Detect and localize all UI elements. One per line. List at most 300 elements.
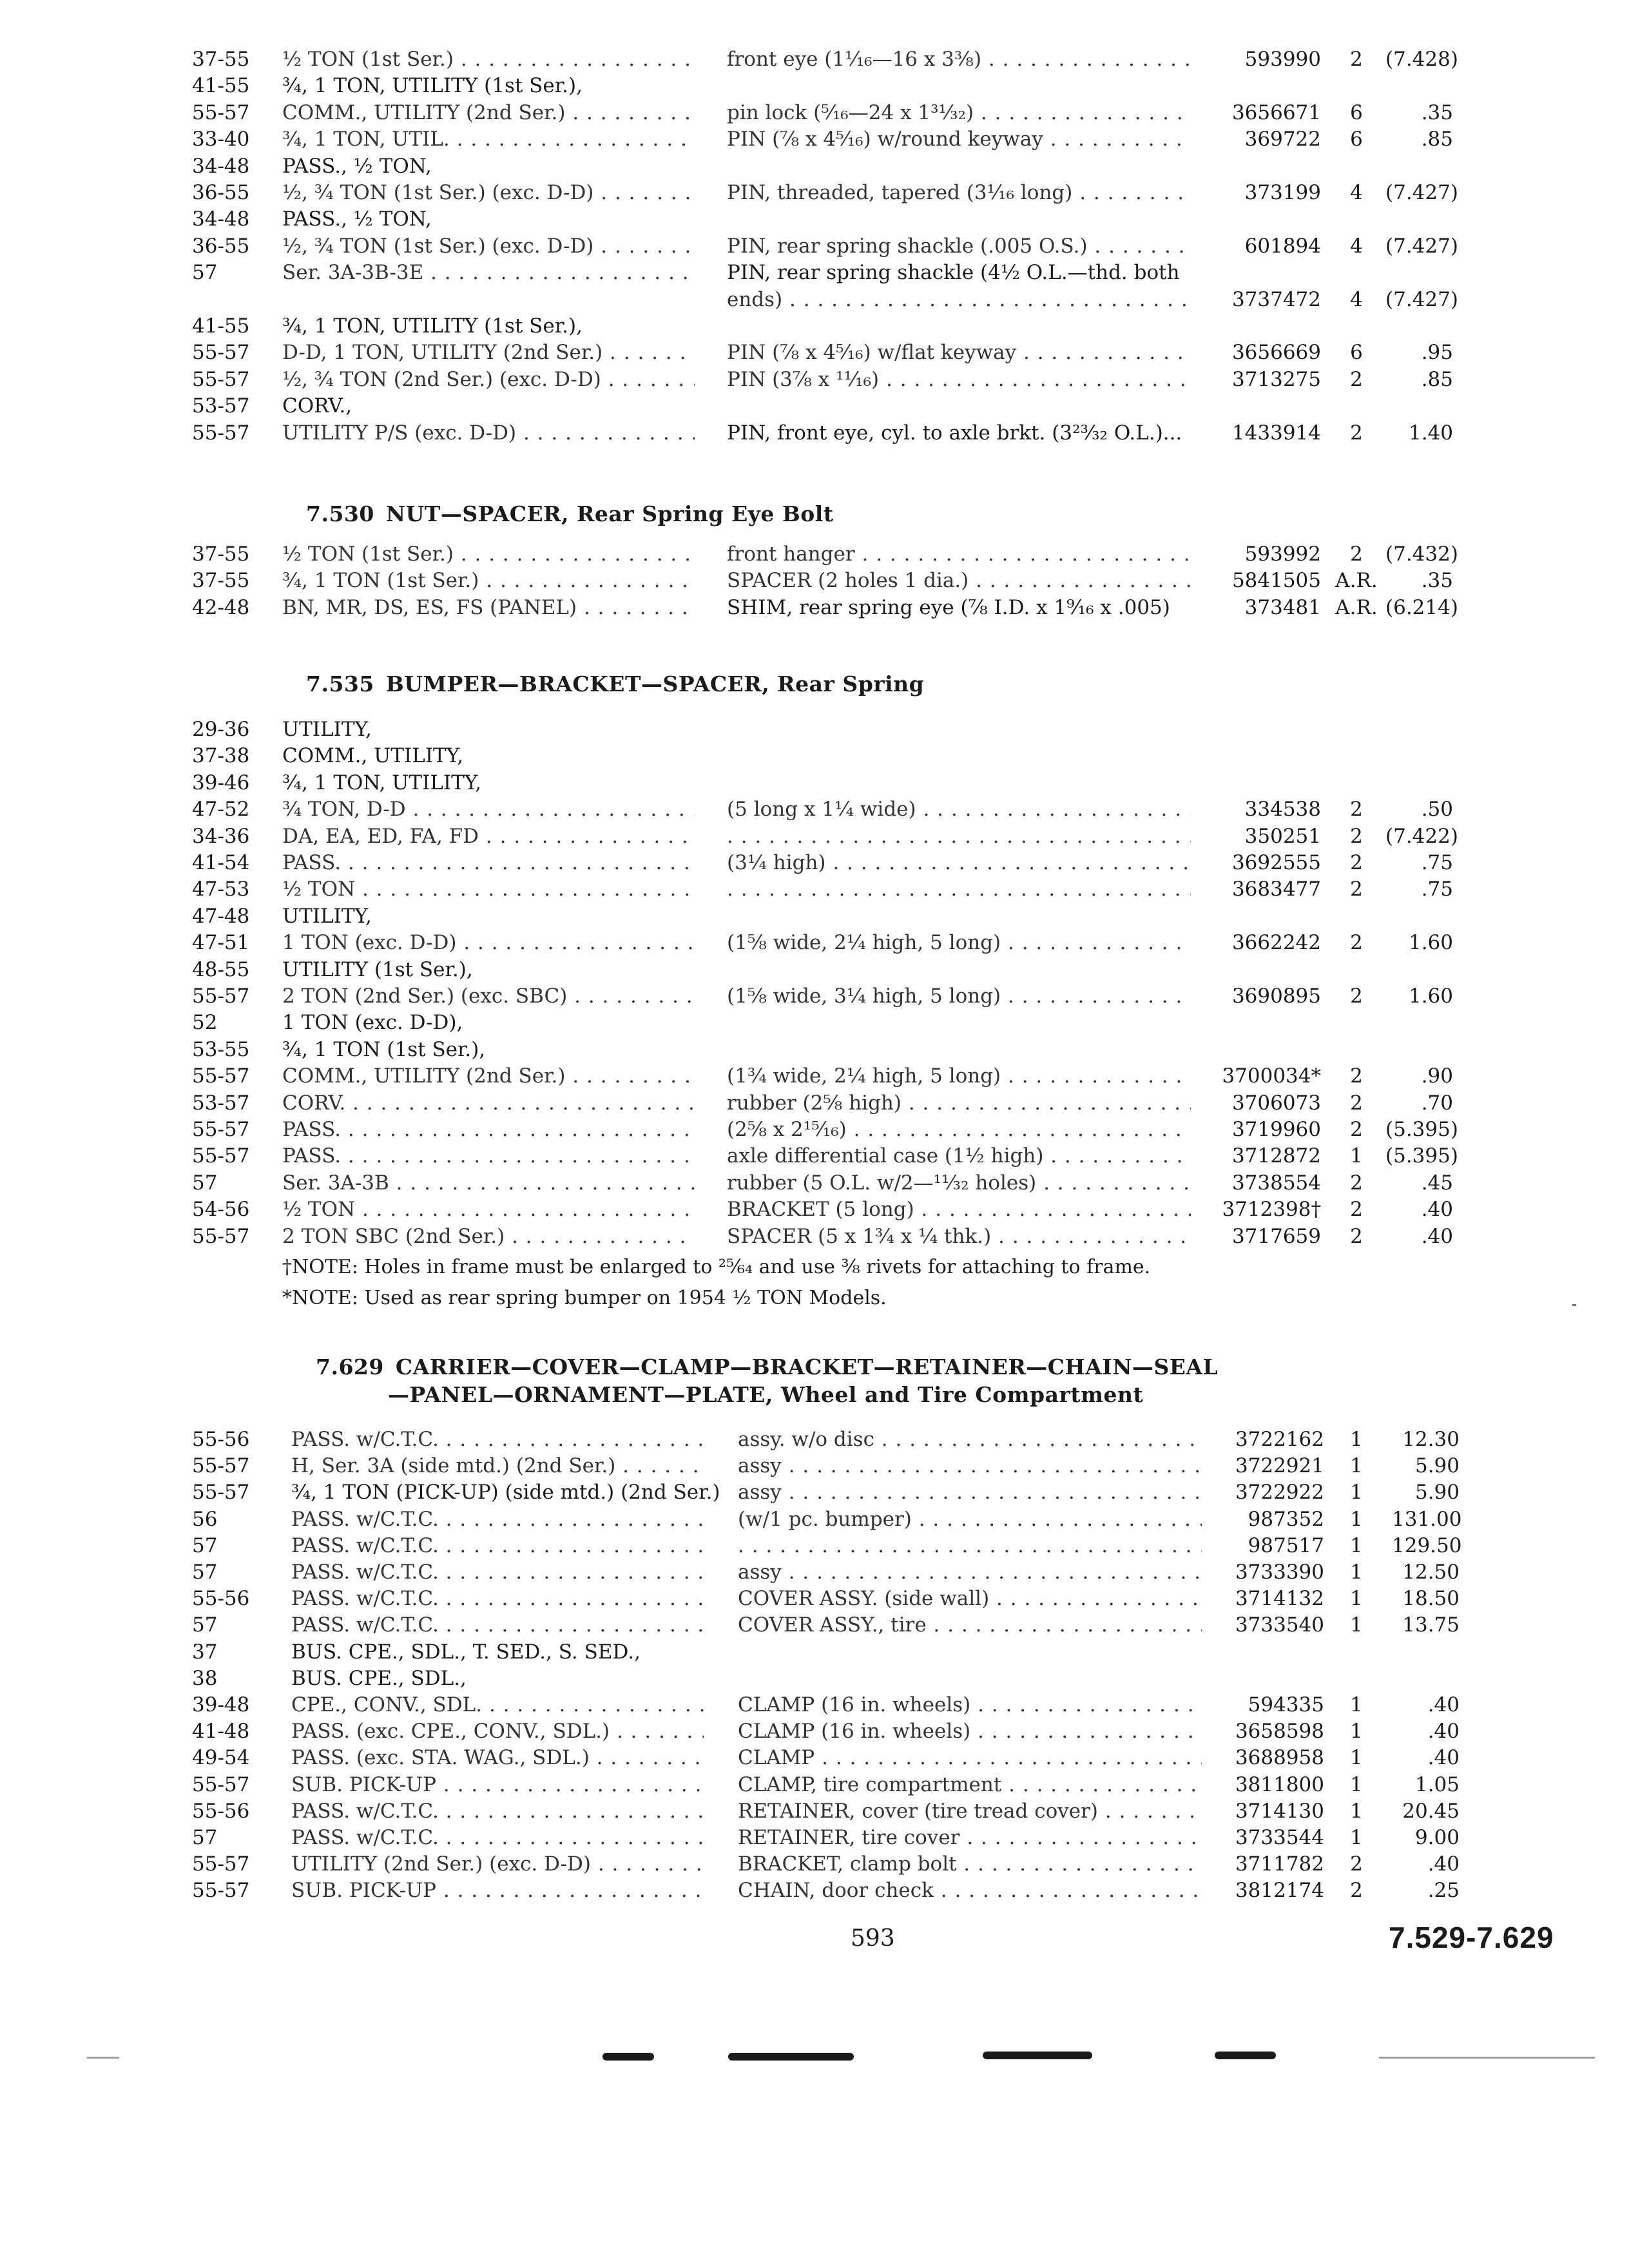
quantity: 2 [1350,421,1363,445]
price-or-reference: 9.00 [1414,1826,1460,1849]
section-number: 7.530 [306,501,374,526]
price-or-reference: .35 [1421,101,1453,124]
price-or-reference: (7.427) [1385,234,1458,258]
model-description: 2 TON (2nd Ser.) (exc. SBC) . . . [282,982,695,1010]
part-description: BRACKET (5 long) . . . [727,1195,1191,1224]
price-or-reference: (6.214) [1385,595,1458,619]
price-or-reference: (5.395) [1385,1118,1458,1141]
quantity: 2 [1350,1091,1363,1115]
model-description: UTILITY (2nd Ser.) (exc. D-D) . . . [291,1850,704,1878]
model-years: 57 [192,1613,218,1637]
price-or-reference: 5.90 [1414,1454,1460,1478]
part-description: SPACER (2 holes 1 dia.) . . . [727,566,1191,595]
part-description: PIN (⅞ x 4⁵⁄₁₆) w/flat keyway . . . [727,338,1191,367]
parts-row [0,849,1629,877]
part-description: (3¼ high) . . . [727,849,1191,877]
parts-row [0,178,1629,207]
model-years: 42-48 [192,595,250,619]
quantity: A.R. [1335,595,1378,619]
parts-row [0,795,1629,823]
model-description: H, Ser. 3A (side mtd.) (2nd Ser.) . . . [291,1452,704,1480]
quantity: 1 [1350,1826,1363,1849]
part-description [738,1532,1202,1560]
quantity: 1 [1350,1613,1363,1637]
model-description: Ser. 3A-3B-3E . . . [282,258,695,287]
model-years: 55-57 [192,421,250,445]
quantity: 1 [1350,1507,1363,1531]
model-years: 57 [192,1826,218,1849]
model-description: PASS. w/C.T.C. . . . [291,1823,704,1852]
quantity: 1 [1350,1720,1363,1744]
scan-blot [728,2053,854,2061]
model-years: 55-56 [192,1428,250,1451]
part-number: 593992 [1244,543,1321,566]
part-description: front eye (1¹⁄₁₆—16 x 3⅜) . . . [727,45,1191,73]
model-description: PASS. w/C.T.C. . . . [291,1505,704,1533]
price-or-reference: 18.50 [1402,1587,1460,1611]
parts-row [0,365,1629,394]
parts-row [0,566,1629,595]
parts-row [0,1876,1629,1905]
parts-row [0,312,1629,340]
part-number: 3712398† [1222,1198,1321,1222]
section-number: 7.535 [306,671,374,697]
model-description: ½ TON . . . [282,875,695,903]
part-number: 3722922 [1235,1481,1324,1504]
part-number: 601894 [1244,234,1321,258]
price-or-reference: .85 [1421,128,1453,151]
model-years: 57 [192,261,218,285]
part-number: 373481 [1244,595,1321,619]
price-or-reference: 129.50 [1392,1533,1462,1557]
model-years: 36-55 [192,181,250,204]
part-number: 3812174 [1235,1879,1324,1903]
model-description: PASS. w/C.T.C. . . . [291,1611,704,1639]
quantity: 1 [1350,1533,1363,1557]
model-years: 55-57 [192,1879,250,1903]
quantity: 6 [1350,128,1363,151]
model-description: ¾, 1 TON, UTILITY (1st Ser.), [282,314,583,338]
quantity: 6 [1350,101,1363,124]
parts-row [0,1169,1629,1197]
parts-row [0,125,1629,153]
part-description: SHIM, rear spring eye (⅞ I.D. x 1⁹⁄₁₆ x .005) [727,595,1170,619]
parts-row [0,1008,1629,1037]
model-description: CPE., CONV., SDL. . . . [291,1691,704,1719]
parts-row [0,1638,1629,1666]
parts-row [0,1558,1629,1586]
parts-row [0,99,1629,127]
part-number: 594335 [1248,1693,1324,1716]
model-years: 49-54 [192,1746,250,1770]
price-or-reference: .50 [1421,798,1453,822]
part-description: rubber (5 O.L. w/2—¹¹⁄₃₂ holes) . . . [727,1169,1191,1197]
parts-row [0,956,1629,984]
part-description: (1⅝ wide, 3¼ high, 5 long) . . . [727,982,1191,1010]
part-number: 1433914 [1231,421,1321,445]
model-years: 57 [192,1561,218,1584]
part-description: BRACKET, clamp bolt . . . [738,1850,1202,1878]
price-or-reference: 131.00 [1392,1507,1462,1531]
part-number: 3733390 [1235,1561,1324,1584]
model-years: 36-55 [192,234,250,258]
model-years: 37-55 [192,543,250,566]
price-or-reference: .40 [1427,1746,1460,1770]
part-description: COVER ASSY. (side wall) . . . [738,1584,1202,1613]
page-number: 593 [851,1925,895,1952]
part-description: pin lock (⁵⁄₁₆—24 x 1³¹⁄₃₂) . . . [727,99,1191,127]
part-description: rubber (2⅝ high) . . . [727,1089,1191,1117]
model-years: 55-57 [192,1773,250,1796]
parts-row [0,875,1629,903]
part-number: 3733540 [1235,1613,1324,1637]
part-description [727,822,1191,850]
part-number: 3662242 [1231,931,1321,955]
parts-row [0,1452,1629,1480]
parts-row [0,1823,1629,1852]
model-years: 41-54 [192,851,250,874]
model-description: D-D, 1 TON, UTILITY (2nd Ser.) . . . [282,338,695,367]
price-or-reference: (7.428) [1385,48,1458,71]
price-or-reference: .70 [1421,1091,1453,1115]
model-years: 55-57 [192,1064,250,1088]
model-years: 37-55 [192,48,250,71]
model-years: 54-56 [192,1198,250,1222]
model-years: 57 [192,1533,218,1557]
scan-line [87,2057,119,2059]
parts-row [0,205,1629,233]
price-or-reference: 1.60 [1408,931,1453,955]
model-years: 34-48 [192,154,250,178]
part-number: 3738554 [1231,1171,1321,1195]
part-description: PIN, rear spring shackle (.005 O.S.) . . . [727,232,1191,260]
quantity: 1 [1350,1746,1363,1770]
price-or-reference: .85 [1421,367,1453,391]
part-description: PIN, front eye, cyl. to axle brkt. (3²³⁄₃₂ O.L.)... [727,421,1182,445]
quantity: 1 [1350,1693,1363,1716]
price-or-reference: (5.395) [1385,1144,1458,1168]
parts-row [0,982,1629,1010]
model-years: 53-57 [192,394,250,418]
part-number: 3717659 [1231,1224,1321,1248]
part-number: 3656669 [1231,341,1321,365]
parts-row [0,1222,1629,1251]
quantity: 2 [1350,1224,1363,1248]
part-number: 3714130 [1235,1799,1324,1823]
model-description: PASS. . . . [282,1115,695,1144]
price-or-reference: .25 [1427,1879,1460,1903]
parts-row [0,1850,1629,1878]
quantity: 2 [1350,851,1363,874]
scan-blot [602,2053,654,2061]
model-description: UTILITY, [282,718,372,741]
part-description: CLAMP (16 in. wheels) . . . [738,1717,1202,1745]
part-number: 3811800 [1235,1773,1324,1796]
parts-row [0,1664,1629,1693]
price-or-reference: 20.45 [1402,1799,1460,1823]
model-years: 34-36 [192,824,250,848]
part-description: front hanger . . . [727,540,1191,568]
parts-row [0,540,1629,568]
part-number: 3692555 [1231,851,1321,874]
price-or-reference: .40 [1427,1693,1460,1716]
price-or-reference: 1.05 [1414,1773,1460,1796]
model-description: SUB. PICK-UP . . . [291,1876,704,1905]
parts-row [0,258,1629,287]
part-number: 3711782 [1235,1852,1324,1876]
model-years: 41-55 [192,314,250,338]
model-years: 55-57 [192,985,250,1008]
model-description: ¾, 1 TON, UTILITY, [282,771,482,794]
model-description: PASS. w/C.T.C. . . . [291,1532,704,1560]
model-description: ½ TON . . . [282,1195,695,1224]
part-description: PIN (3⅞ x ¹¹⁄₁₆) . . . [727,365,1191,394]
part-number: 5841505 [1231,569,1321,593]
model-description: ¾, 1 TON, UTIL. . . . [282,125,695,153]
model-description: ½, ¾ TON (2nd Ser.) (exc. D-D) . . . [282,365,695,394]
parts-row [0,72,1629,100]
part-number: 987517 [1248,1533,1324,1557]
parts-row [0,1089,1629,1117]
model-description: PASS. . . . [282,849,695,877]
parts-row [0,1744,1629,1772]
part-description: assy . . . [738,1558,1202,1586]
model-years: 41-48 [192,1720,250,1744]
model-description: SUB. PICK-UP . . . [291,1771,704,1799]
parts-row [0,1532,1629,1560]
section-title [316,1353,1218,1381]
model-description: PASS. (exc. CPE., CONV., SDL.) . . . [291,1717,704,1745]
part-number: 369722 [1244,128,1321,151]
model-description: PASS. w/C.T.C. . . . [291,1558,704,1586]
model-description: 1 TON (exc. D-D), [282,1011,463,1035]
model-description: DA, EA, ED, FA, FD . . . [282,822,695,850]
quantity: 1 [1350,1587,1363,1611]
quantity: 2 [1350,798,1363,822]
model-years: 47-51 [192,931,250,955]
parts-row [0,1035,1629,1064]
part-description: (1¾ wide, 2¼ high, 5 long) . . . [727,1062,1191,1090]
part-number: 3688958 [1235,1746,1324,1770]
parts-row [0,338,1629,367]
model-description: ¾, 1 TON (1st Ser.), [282,1037,486,1061]
model-description: COMM., UTILITY (2nd Ser.) . . . [282,99,695,127]
price-or-reference: (7.422) [1385,824,1458,848]
part-description: axle differential case (1½ high) . . . [727,1142,1191,1170]
quantity: 4 [1350,181,1363,204]
part-description: CLAMP . . . [738,1744,1202,1772]
parts-row [0,285,1629,314]
price-or-reference: .40 [1421,1198,1453,1222]
parts-row [0,1478,1629,1506]
parts-row [0,419,1629,447]
model-years: 48-55 [192,957,250,981]
price-or-reference: .40 [1427,1720,1460,1744]
part-number: 334538 [1244,798,1321,822]
parts-row [0,742,1629,770]
quantity: 2 [1350,824,1363,848]
part-number: 3713275 [1231,367,1321,391]
price-or-reference: 1.60 [1408,985,1453,1008]
part-number: 3656671 [1231,101,1321,124]
parts-row [0,1717,1629,1745]
model-description: 1 TON (exc. D-D) . . . [282,928,695,957]
model-years: 41-55 [192,74,250,98]
part-number: 3733544 [1235,1826,1324,1849]
part-description: COVER ASSY., tire . . . [738,1611,1202,1639]
parts-row [0,392,1629,420]
model-years: 39-48 [192,1693,250,1716]
footnote: *NOTE: Used as rear spring bumper on 1954 ½ TON Models. [282,1287,887,1309]
price-or-reference: .45 [1421,1171,1453,1195]
model-years: 55-57 [192,101,250,124]
model-description: BUS. CPE., SDL., T. SED., S. SED., [291,1640,641,1664]
parts-row [0,1142,1629,1170]
part-number: 3719960 [1231,1118,1321,1141]
price-or-reference: .35 [1421,569,1453,593]
quantity: 1 [1350,1144,1363,1168]
model-years: 55-57 [192,1118,250,1141]
model-description: UTILITY P/S (exc. D-D) . . . [282,419,695,447]
parts-row [0,1771,1629,1799]
parts-row [0,1062,1629,1090]
price-or-reference: .95 [1421,341,1453,365]
price-or-reference: .40 [1421,1224,1453,1248]
model-years: 55-56 [192,1799,250,1823]
model-description: ¾ TON, D-D . . . [282,795,695,823]
price-or-reference: (7.432) [1385,543,1458,566]
quantity: 6 [1350,341,1363,365]
section-title [306,670,924,698]
model-years: 55-57 [192,1481,250,1504]
part-number: 3706073 [1231,1091,1321,1115]
part-description: (5 long x 1¼ wide) . . . [727,795,1191,823]
model-description: ¾, 1 TON, UTILITY (1st Ser.), [282,74,583,98]
part-description: assy . . . [738,1452,1202,1480]
section-title [306,500,834,528]
parts-row [0,1611,1629,1639]
model-description: PASS., ½ TON, [282,154,432,178]
model-years: 55-56 [192,1587,250,1611]
model-description: ½, ¾ TON (1st Ser.) (exc. D-D) . . . [282,178,695,207]
model-description: UTILITY (1st Ser.), [282,957,473,981]
quantity: 4 [1350,234,1363,258]
quantity: 1 [1350,1773,1363,1796]
price-or-reference: .90 [1421,1064,1453,1088]
part-description: PIN, threaded, tapered (3¹⁄₁₆ long) . . . [727,178,1191,207]
model-description: ¾, 1 TON (1st Ser.) . . . [282,566,695,595]
quantity: 2 [1350,985,1363,1008]
part-description: RETAINER, cover (tire tread cover) . . . [738,1797,1202,1825]
part-number: 350251 [1244,824,1321,848]
part-description: RETAINER, tire cover . . . [738,1823,1202,1852]
model-description: ¾, 1 TON (PICK-UP) (side mtd.) (2nd Ser.) [291,1481,720,1504]
model-years: 53-55 [192,1037,250,1061]
part-description: (1⅝ wide, 2¼ high, 5 long) . . . [727,928,1191,957]
quantity: 2 [1350,1198,1363,1222]
quantity: A.R. [1335,569,1378,593]
part-number: 3683477 [1231,878,1321,901]
part-description: PIN, rear spring shackle (4½ O.L.—thd. both [727,261,1180,285]
model-description: PASS., ½ TON, [282,207,432,231]
parts-row [0,822,1629,850]
model-description: 2 TON SBC (2nd Ser.) . . . [282,1222,695,1251]
quantity: 1 [1350,1799,1363,1823]
model-years: 37-38 [192,744,250,768]
model-years: 33-40 [192,128,250,151]
model-years: 53-57 [192,1091,250,1115]
parts-row [0,1584,1629,1613]
model-description: BUS. CPE., SDL., [291,1666,467,1690]
price-or-reference: (7.427) [1385,287,1458,311]
parts-row [0,902,1629,930]
quantity: 2 [1350,878,1363,901]
part-number: 3712872 [1231,1144,1321,1168]
price-or-reference: 1.40 [1408,421,1453,445]
part-number: 593990 [1244,48,1321,71]
price-or-reference: 12.50 [1402,1561,1460,1584]
model-description: ½, ¾ TON (1st Ser.) (exc. D-D) . . . [282,232,695,260]
quantity: 2 [1350,931,1363,955]
part-number: 3714132 [1235,1587,1324,1611]
quantity: 1 [1350,1428,1363,1451]
model-years: 55-57 [192,1224,250,1248]
part-description: (2⅝ x 2¹⁵⁄₁₆) . . . [727,1115,1191,1144]
parts-row [0,1797,1629,1825]
part-description: SPACER (5 x 1¾ x ¼ thk.) . . . [727,1222,1191,1251]
quantity: 2 [1350,1171,1363,1195]
section-range: 7.529-7.629 [1389,1921,1554,1954]
quantity: 2 [1350,543,1363,566]
model-years: 57 [192,1171,218,1195]
quantity: 1 [1350,1454,1363,1478]
section-title-text: CARRIER—COVER—CLAMP—BRACKET—RETAINER—CHAIN—SEAL [395,1354,1219,1379]
part-description: ends) . . . [727,285,1191,314]
part-number: 3722162 [1235,1428,1324,1451]
part-description: PIN (⅞ x 4⁵⁄₁₆) w/round keyway . . . [727,125,1191,153]
section-number: 7.629 [316,1354,384,1379]
price-or-reference: 5.90 [1414,1481,1460,1504]
price-or-reference: .75 [1421,851,1453,874]
parts-row [0,1115,1629,1144]
model-description: PASS. (exc. STA. WAG., SDL.) . . . [291,1744,704,1772]
part-description: assy . . . [738,1478,1202,1506]
model-years: 56 [192,1507,218,1531]
model-years: 29-36 [192,718,250,741]
model-description: CORV., [282,394,352,418]
quantity: 4 [1350,287,1363,311]
part-description: CHAIN, door check . . . [738,1876,1202,1905]
scan-blot [983,2052,1092,2059]
model-description: ½ TON (1st Ser.) . . . [282,45,695,73]
model-description: UTILITY, [282,904,372,928]
model-years: 39-46 [192,771,250,794]
part-number: 987352 [1248,1507,1324,1531]
model-description: CORV. . . . [282,1089,695,1117]
price-or-reference: .75 [1421,878,1453,901]
parts-row [0,1425,1629,1454]
scan-blot [1215,2052,1276,2059]
part-description [727,875,1191,903]
model-years: 37 [192,1640,218,1664]
quantity: 2 [1350,1064,1363,1088]
quantity: 1 [1350,1561,1363,1584]
part-description: (w/1 pc. bumper) . . . [738,1505,1202,1533]
parts-row [0,928,1629,957]
part-number: 3722921 [1235,1454,1324,1478]
model-years: 55-57 [192,341,250,365]
model-description: PASS. w/C.T.C. . . . [291,1797,704,1825]
